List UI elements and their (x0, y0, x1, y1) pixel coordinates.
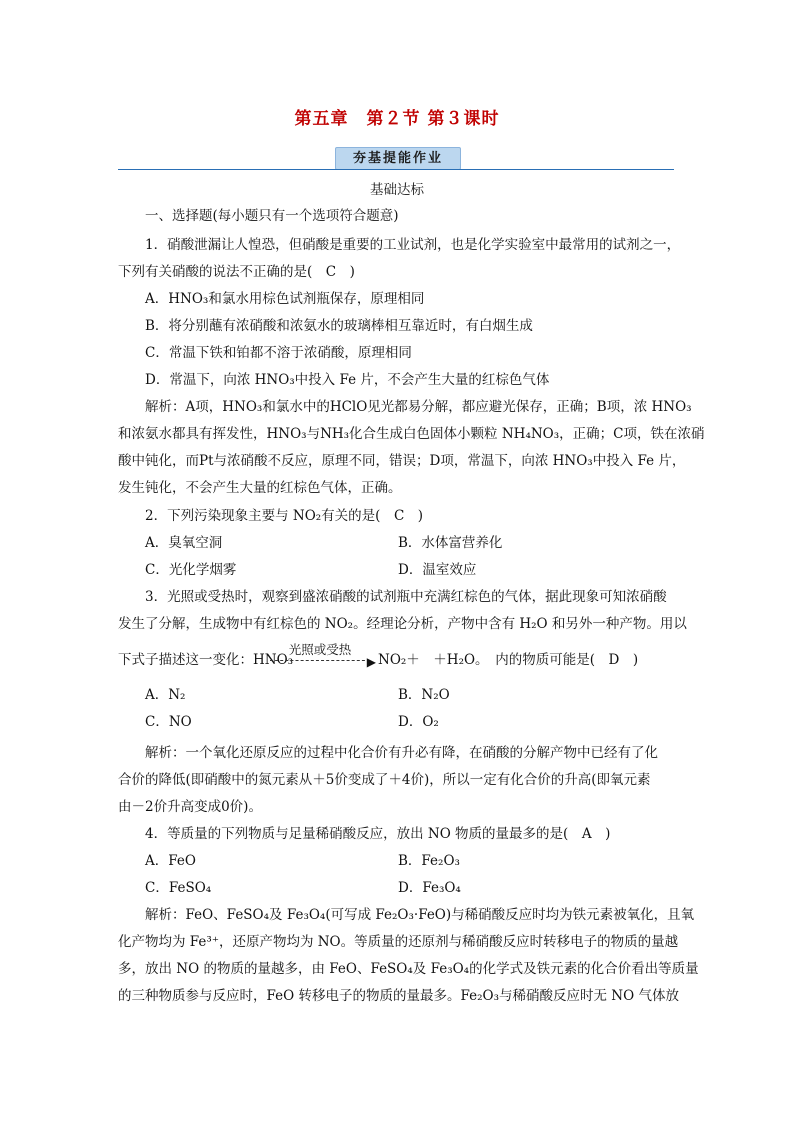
q3-option-c: C．NO (145, 714, 192, 730)
q3-explanation-line1: 解析：一个氧化还原反应的过程中化合价有升必有降，在硝酸的分解产物中已经有了化 (145, 745, 658, 761)
q3-option-b: B．N₂O (398, 687, 450, 703)
q1-explanation-line3: 酸中钝化，而Pt与浓硝酸不反应，原理不同，错误；D项，常温下，向浓 HNO₃中投入 Fe 片， (118, 453, 686, 469)
reaction-arrow (264, 640, 376, 670)
q1-option-d: D．常温下，向浓 HNO₃中投入 Fe 片，不会产生大量的红棕色气体 (145, 372, 550, 388)
q3-stem-line3b: NO₂＋ ＋H₂O。 内的物质可能是( D ) (378, 652, 639, 668)
q2-option-a: A．臭氧空洞 (145, 535, 223, 551)
q1-explanation-line1: 解析：A项，HNO₃和氯水中的HClO见光都易分解，都应避光保存，正确；B项，浓 HNO₃ (145, 399, 692, 415)
q3-stem-line3a: 下式子描述这一变化：HNO₃ (118, 652, 294, 668)
q2-stem: 2．下列污染现象主要与 NO₂有关的是( C ) (145, 508, 424, 524)
q3-stem-line1: 3．光照或受热时，观察到盛浓硝酸的试剂瓶中充满红棕色的气体，据此现象可知浓硝酸 (145, 589, 667, 605)
q1-option-b: B．将分别蘸有浓硝酸和浓氨水的玻璃棒相互靠近时，有白烟生成 (145, 318, 533, 334)
q3-explanation-line2: 合价的降低(即硝酸中的氮元素从＋5价变成了＋4价)，所以一定有化合价的升高(即氧元素 (118, 772, 651, 788)
q2-option-c: C．光化学烟雾 (145, 562, 237, 578)
q4-explanation-line3: 多，放出 NO 的物质的量越多，由 FeO、FeSO₄及 Fe₃O₄的化学式及铁元素的化合价看出等质量 (118, 961, 699, 977)
section-heading: 基础达标 (370, 182, 424, 198)
q2-option-d: D．温室效应 (398, 562, 477, 578)
q1-explanation-line2: 和浓氨水都具有挥发性，HNO₃与NH₃化合生成白色固体小颗粒 NH₄NO₃，正确；C项，铁在浓硝 (118, 426, 705, 442)
part-heading: 一、选择题(每小题只有一个选项符合题意) (145, 208, 399, 224)
q4-option-d: D．Fe₃O₄ (398, 880, 461, 896)
q3-option-d: D．O₂ (398, 714, 439, 730)
q3-stem-line2: 发生了分解，生成物中有红棕色的 NO₂。经理论分析，产物中含有 H₂O 和另外一种产物。用以 (118, 616, 687, 632)
q1-stem-line1: 1．硝酸泄漏让人惶恐，但硝酸是重要的工业试剂，也是化学实验室中最常用的试剂之一， (145, 237, 681, 253)
page-title: 第五章 第２节 第３课时 (294, 109, 500, 129)
q4-explanation-line4: 的三种物质参与反应时，FeO 转移电子的物质的量最多。Fe₂O₃与稀硝酸反应时无 NO 气体放 (118, 988, 679, 1004)
q4-option-c: C．FeSO₄ (145, 880, 212, 896)
q4-option-b: B．Fe₂O₃ (398, 853, 460, 869)
q4-explanation-line2: 化产物均为 Fe³⁺，还原产物均为 NO。等质量的还原剂与稀硝酸反应时转移电子的物质的量越 (118, 934, 679, 950)
q3-option-a: A．N₂ (145, 687, 186, 703)
reaction-condition-label: 光照或受热 (288, 642, 352, 657)
q1-stem-line2: 下列有关硝酸的说法不正确的是( C ) (118, 264, 355, 280)
header-rule (118, 169, 674, 170)
q2-option-b: B．水体富营养化 (398, 535, 503, 551)
arrow-head-icon: ▶ (366, 655, 376, 669)
q4-stem: 4．等质量的下列物质与足量稀硝酸反应，放出 NO 物质的量最多的是( A ) (145, 826, 611, 842)
reaction-arrow-line (270, 660, 370, 661)
q4-explanation-line1: 解析：FeO、FeSO₄及 Fe₃O₄(可写成 Fe₂O₃·FeO)与稀硝酸反应时均为铁元素被氧化，且氧 (145, 907, 695, 923)
section-banner: 夯基提能作业 (335, 147, 461, 170)
q1-option-c: C．常温下铁和铂都不溶于浓硝酸，原理相同 (145, 345, 412, 361)
q1-option-a: A．HNO₃和氯水用棕色试剂瓶保存，原理相同 (145, 291, 425, 307)
q3-explanation-line3: 由－2价升高变成0价)。 (118, 799, 262, 815)
q4-option-a: A．FeO (145, 853, 196, 869)
q1-explanation-line4: 发生钝化，不会产生大量的红棕色气体，正确。 (118, 480, 402, 496)
